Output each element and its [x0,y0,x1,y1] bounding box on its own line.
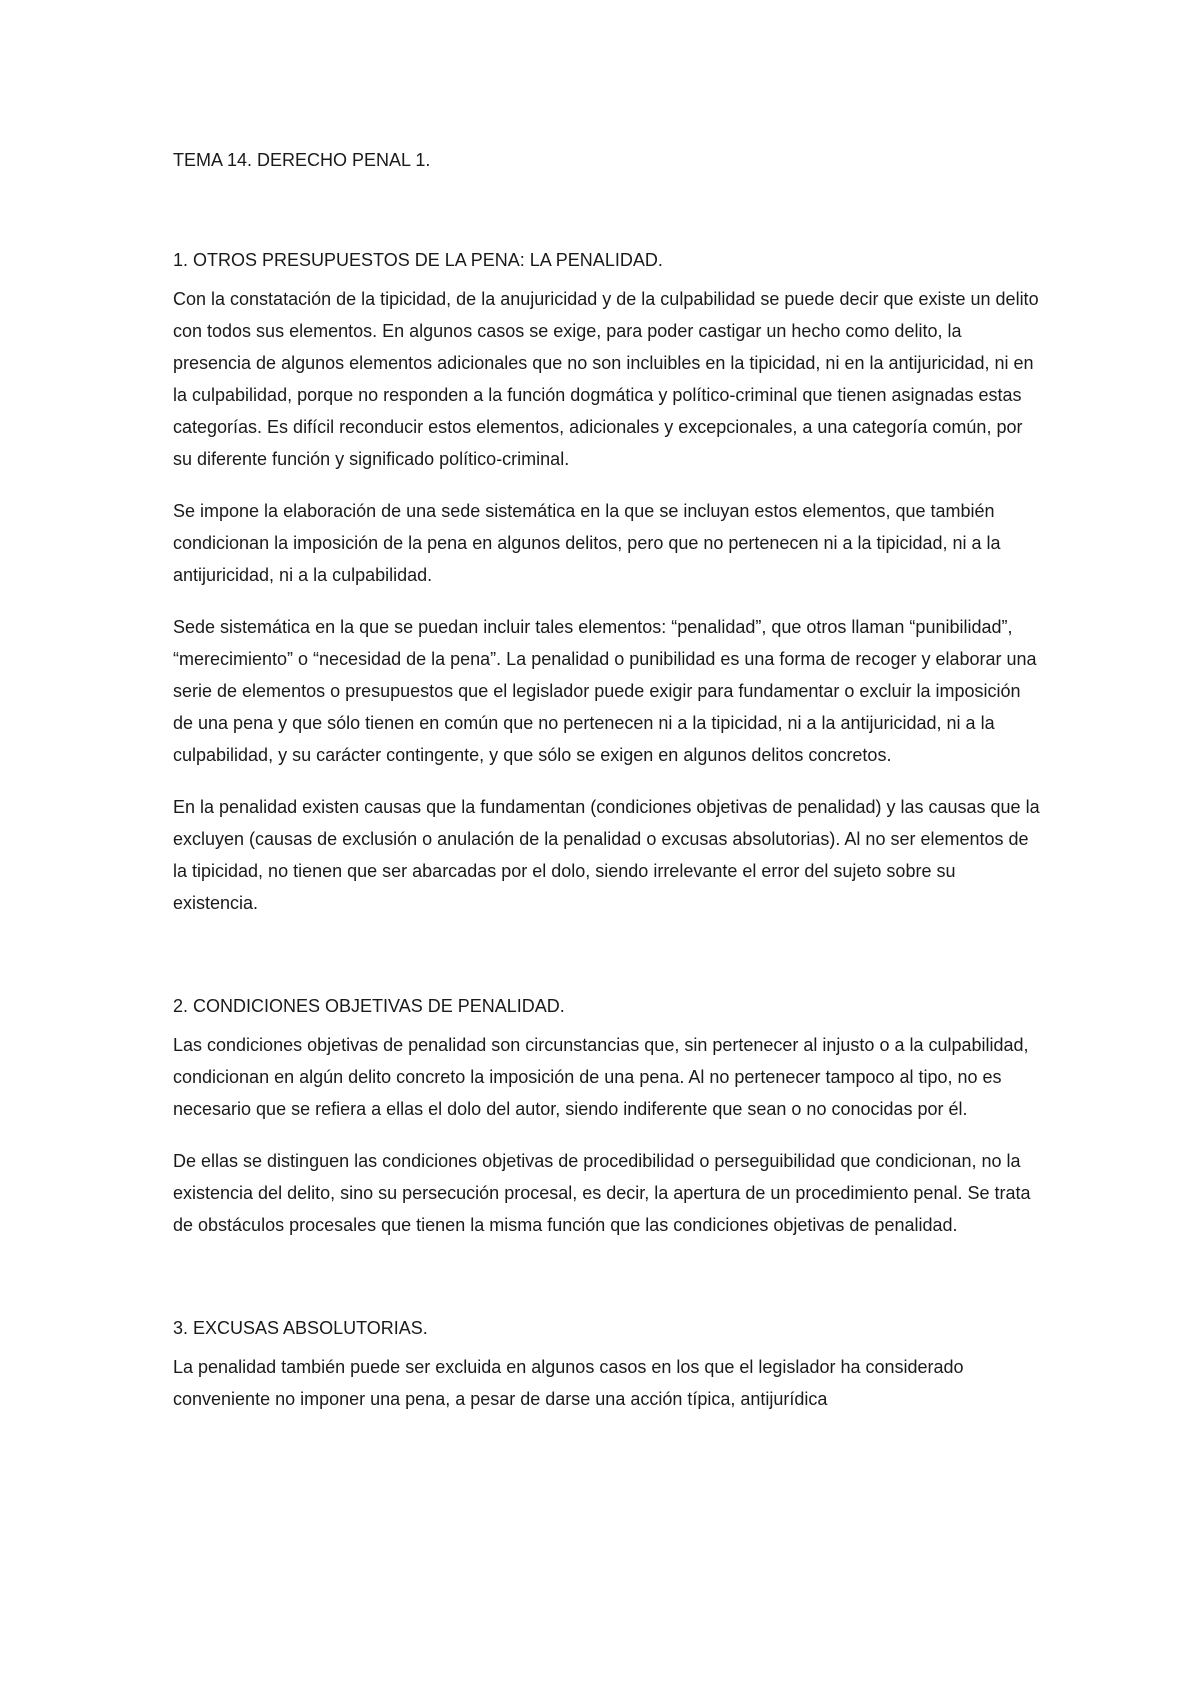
spacer [173,939,1041,990]
section-2 [173,990,1041,1241]
spacer [173,1261,1041,1312]
paragraph: Se impone la elaboración de una sede sistemática en la que se incluyan estos elementos, que también condicionan la imposición de la pena en algunos delitos, pero que no pertenecen ni a la tipicidad, ni a la antijuricidad, ni a la culpabilidad. [173,501,1001,585]
section-heading: 1. OTROS PRESUPUESTOS DE LA PENA: LA PENALIDAD. [173,250,663,270]
spacer [173,176,1041,244]
section-3 [173,1312,1041,1415]
section-heading: 3. EXCUSAS ABSOLUTORIAS. [173,1318,428,1338]
document-page [173,132,1041,1435]
paragraph: Con la constatación de la tipicidad, de la anujuricidad y de la culpabilidad se puede decir que existe un delito con todos sus elementos. En algunos casos se exige, para poder castigar un hecho como delito, la presencia de algunos elementos adicionales que no son incluibles en la tipicidad, ni en la antijuricidad, ni en la culpabilidad, porque no responden a la función dogmática y político-criminal que tienen asignadas estas categorías. Es difícil reconducir estos elementos, adicionales y excepcionales, a una categoría común, por su diferente función y significado político-criminal. [173,289,1039,469]
section-1 [173,244,1041,919]
paragraph: De ellas se distinguen las condiciones objetivas de procedibilidad o perseguibilidad que condicionan, no la existencia del delito, sino su persecución procesal, es decir, la apertura de un procedimiento penal. Se trata de obstáculos procesales que tienen la misma función que las condiciones objetivas de penalidad. [173,1151,1031,1235]
document-title: TEMA 14. DERECHO PENAL 1. [173,150,431,170]
section-heading: 2. CONDICIONES OBJETIVAS DE PENALIDAD. [173,996,565,1016]
paragraph: En la penalidad existen causas que la fundamentan (condiciones objetivas de penalidad) y las causas que la excluyen (causas de exclusión o anulación de la penalidad o excusas absolutorias). Al no ser elementos de la tipicidad, no tienen que ser abarcadas por el dolo, siendo irrelevante el error del sujeto sobre su existencia. [173,797,1040,913]
paragraph: Sede sistemática en la que se puedan incluir tales elementos: “penalidad”, que otros llaman “punibilidad”, “merecimiento” o “necesidad de la pena”. La penalidad o punibilidad es una forma de recoger y elaborar una serie de elementos o presupuestos que el legislador puede exigir para fundamentar o excluir la imposición de una pena y que sólo tienen en común que no pertenecen ni a la tipicidad, ni a la antijuricidad, ni a la culpabilidad, y su carácter contingente, y que sólo se exigen en algunos delitos concretos. [173,617,1037,765]
paragraph: Las condiciones objetivas de penalidad son circunstancias que, sin pertenecer al injusto o a la culpabilidad, condicionan en algún delito concreto la imposición de una pena. Al no pertenecer tampoco al tipo, no es necesario que se refiera a ellas el dolo del autor, siendo indiferente que sean o no conocidas por él. [173,1035,1029,1119]
paragraph: La penalidad también puede ser excluida en algunos casos en los que el legislador ha considerado conveniente no imponer una pena, a pesar de darse una acción típica, antijurídica [173,1357,964,1409]
